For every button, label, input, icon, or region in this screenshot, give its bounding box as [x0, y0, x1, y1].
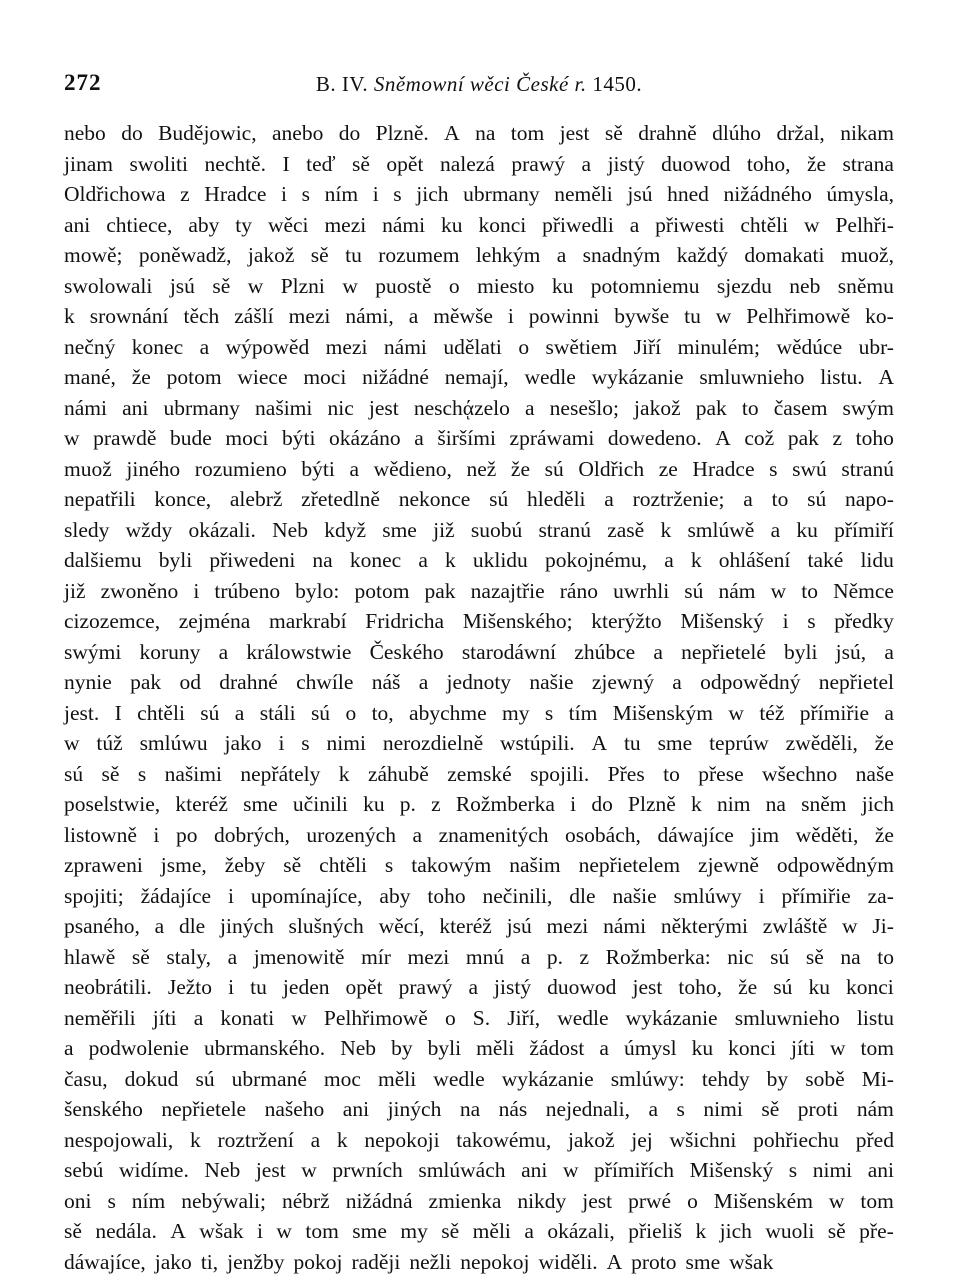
text-line: spojiti; žádajíce i upomínajíce, aby toho nečinili, dle našie smlúwy i přímiřie za- — [64, 883, 894, 908]
text-line: w túž smlúwu jako i s nimi nerozdielně wstúpili. A tu sme teprúw zwěděli, že — [64, 731, 894, 755]
text-line: mané, že potom wiece moci nižádné nemají, wedle wykázanie smluwnieho listu. A — [64, 365, 894, 389]
text-line: zpraweni jsme, žeby sě chtěli s takowým našim nepřietelem zjewně odpowědným — [64, 853, 894, 877]
text-line: již zwoněno i trúbeno bylo: potom pak nazajtřie ráno uwrhli sú nám w to Němce — [64, 578, 894, 603]
text-line: a podwolenie ubrmanského. Neb by byli měli žádost a úmysl ku konci jíti w tom — [64, 1036, 894, 1060]
text-line: nečný konec a wýpowěd mezi námi udělati o swětiem Jiří minulém; wědúce ubr- — [64, 334, 894, 359]
body-text — [64, 118, 894, 1277]
page-number: 272 — [64, 70, 102, 95]
text-line: swými koruny a králowstwie Českého starodáwní zhúbce a nepřietelé byli jsú, a — [64, 639, 894, 664]
text-line: nebo do Budějowic, anebo do Plzně. A na tom jest sě drahně dlúho držal, nikam — [64, 121, 894, 145]
text-line: ani chtiece, aby ty wěci mezi námi ku konci přiwedli a přiwesti chtěli w Pelhři- — [64, 212, 894, 237]
book-page — [64, 70, 894, 1277]
text-line: dalšiemu byli přiwedeni na konec a k uklidu pokojnému, a k ohlášení také lidu — [64, 548, 894, 572]
text-line: neměřili jíti a konati w Pelhřimowě o S. Jiří, wedle wykázanie smluwnieho listu — [64, 1005, 894, 1030]
text-line: muož jiného rozumieno býti a wědieno, než že sú Oldřich ze Hradce s swú stranú — [64, 456, 894, 481]
text-line: jinam swoliti nechtě. I teď sě opět nalezá prawý a jistý duowod toho, že strana — [64, 151, 894, 176]
running-head — [64, 70, 894, 104]
text-line: dáwajíce, jako ti, jenžby pokoj raději nežli nepokoj widěli. A proto sme wšak — [64, 1249, 774, 1274]
text-line: sledy wždy okázali. Neb když sme již suobú stranú zasě k smlúwě a ku přímiří — [64, 517, 894, 542]
header-volume: B. IV. — [315, 72, 369, 96]
header-subject: Sněmowní wěci České r. — [373, 72, 587, 96]
text-line: Oldřichowa z Hradce i s ním i s jich ubrmany neměli jsú hned nižádného úmysla, — [64, 182, 894, 206]
text-line: listowně i po dobrých, urozených a znamenitých osobách, dáwajíce jim wěděti, že — [64, 822, 894, 847]
text-line: oni s ním nebýwali; nébrž nižádná zmienka nikdy jest prwé o Mišenském w tom — [64, 1188, 894, 1213]
text-line: swolowali jsú sě w Plzni w puostě o miesto ku potomniemu sjezdu neb sněmu — [64, 273, 894, 298]
text-line: k srownání těch zášlí mezi námi, a měwše i powinni bywše tu w Pelhřimowě ko- — [64, 304, 894, 328]
text-line: šenského nepřietele našeho ani jiných na nás nejednali, a s nimi sě proti nám — [64, 1097, 894, 1121]
text-line: nynie pak od drahné chwíle náš a jednoty našie zjewný a odpowědný nepřietel — [64, 670, 894, 694]
text-line: času, dokud sú ubrmané moc měli wedle wykázanie smlúwy: tehdy by sobě Mi- — [64, 1066, 894, 1091]
text-line: neobrátili. Ježto i tu jeden opět prawý a jistý duowod jest toho, že sú ku konci — [64, 975, 894, 999]
text-line: poselstwie, kteréž sme učinili ku p. z Rožmberka i do Plzně k nim na sněm jich — [64, 792, 894, 816]
header-year: 1450. — [592, 72, 643, 96]
text-line: nepatřili konce, alebrž zřetedlně nekonce sú hleděli a roztrženie; a to sú napo- — [64, 487, 894, 511]
text-line: sú sě s našimi nepřátely k záhubě zemské spojili. Přes to přese wšechno naše — [64, 761, 894, 786]
text-line: nespojowali, k roztržení a k nepokoji takowému, jakož jej wšichni pohřiechu před — [64, 1127, 894, 1152]
text-line: psaného, a dle jiných slušných wěcí, kteréž jsú mezi námi některými zwláště w Ji- — [64, 914, 894, 938]
text-line: sebú widíme. Neb jest w prwních smlúwách ani w přímiřích Mišenský s nimi ani — [64, 1158, 894, 1182]
header-title — [64, 72, 894, 97]
text-line: mowě; poněwadž, jakož sě tu rozumem lehkým a snadným každý domakati muož, — [64, 243, 894, 267]
text-line: sě nedála. A wšak i w tom sme my sě měli a okázali, přieliš k jich wuoli sě pře- — [64, 1219, 894, 1243]
text-line: jest. I chtěli sú a stáli sú o to, abychme my s tím Mišenským w též přímiřie a — [64, 700, 894, 725]
text-line: hlawě sě staly, a jmenowitě mír mezi mnú a p. z Rožmberka: nic sú sě na to — [64, 944, 894, 969]
text-line: w prawdě bude moci býti okázáno a širšími zpráwami dowedeno. A což pak z toho — [64, 426, 894, 450]
text-line: námi ani ubrmany našimi nic jest neschᾴzelo a nesešlo; jakož pak to časem swým — [64, 395, 894, 420]
text-line: cizozemce, zejména markrabí Fridricha Mišenského; kterýžto Mišenský i s předky — [64, 609, 894, 633]
